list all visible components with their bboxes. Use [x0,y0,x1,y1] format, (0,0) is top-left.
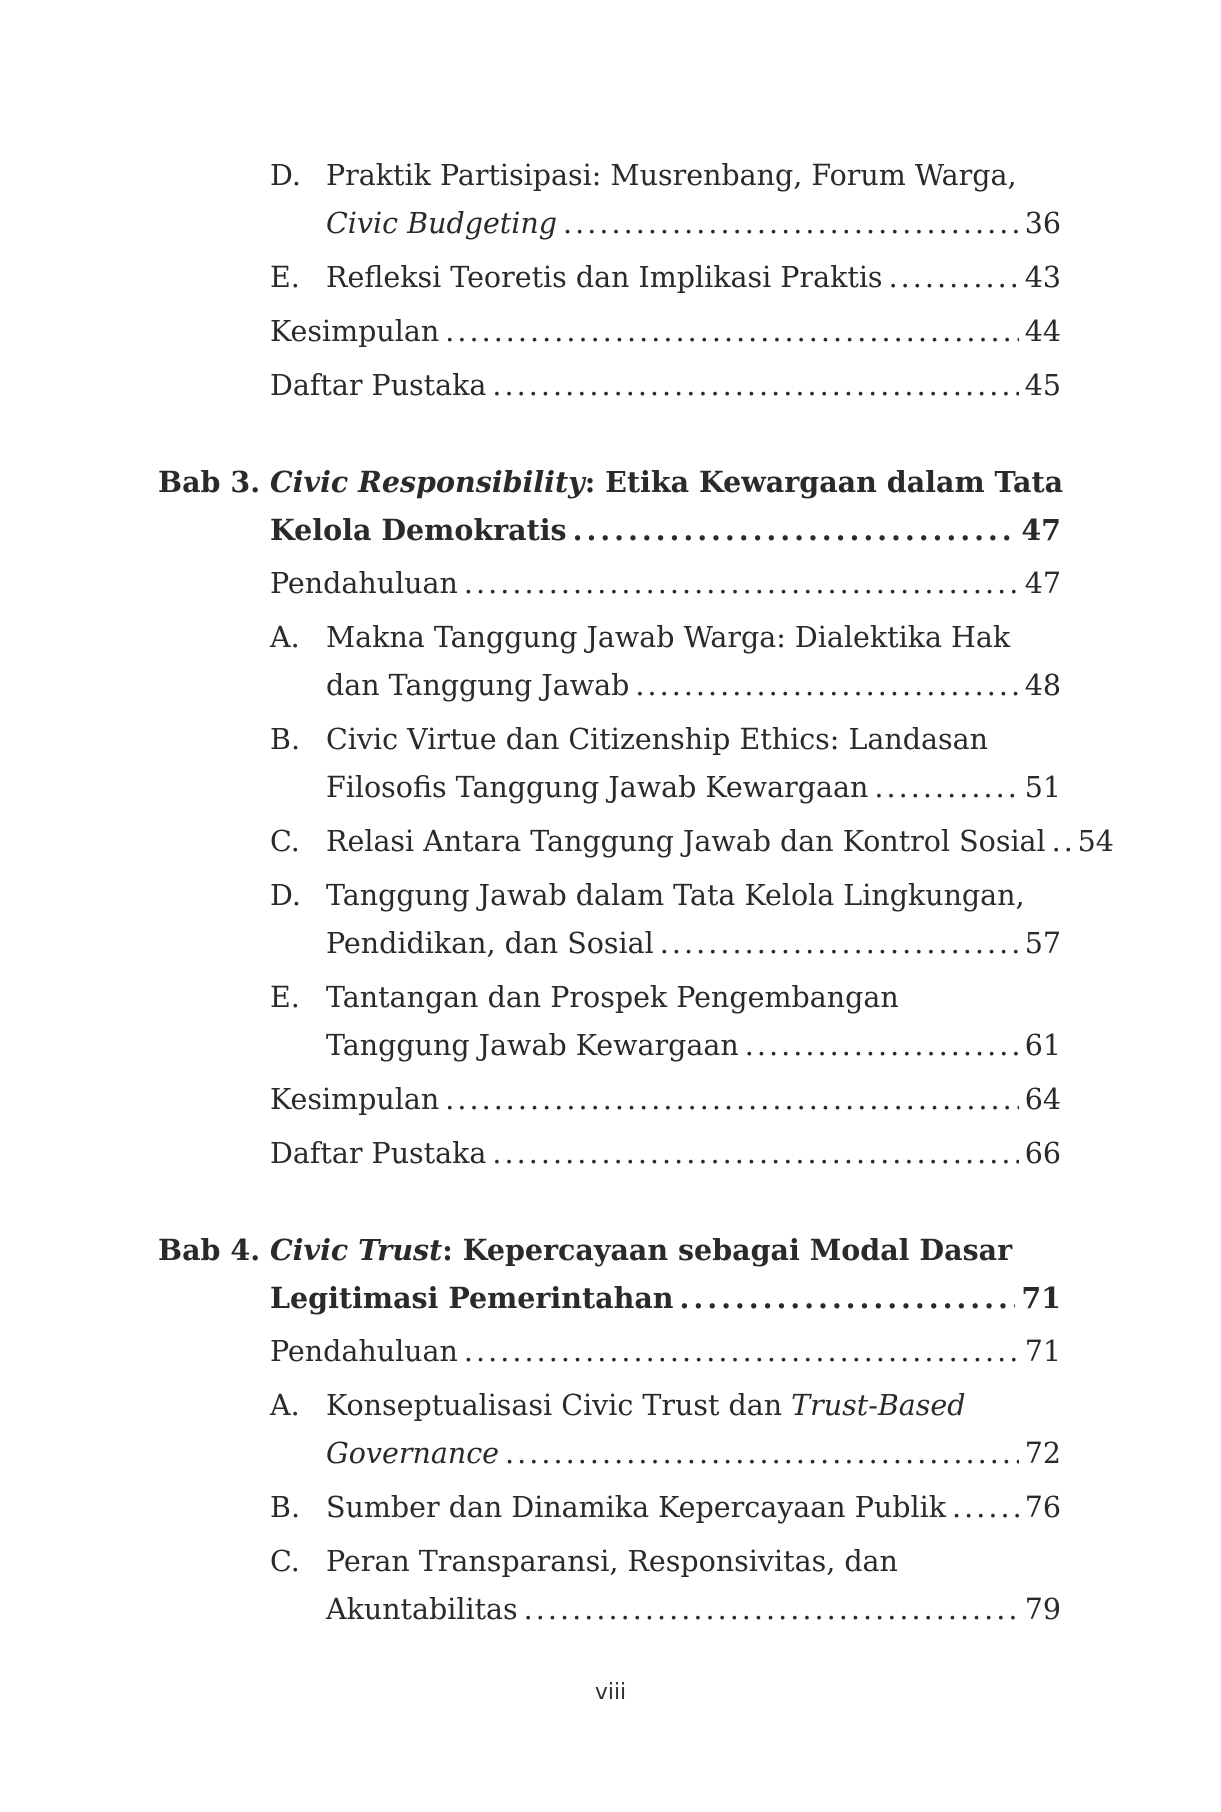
entry-text: Peran Transparansi, Responsivitas, dan [326,1545,898,1578]
dot-leader [680,1274,1016,1322]
dot-leader [874,764,1018,812]
toc-entry-title[interactable] [326,152,1017,200]
section-letter: B. [270,723,301,756]
toc-entry-daftar-pustaka[interactable] [270,362,1061,410]
dot-leader [563,200,1019,248]
page-number: 54 [1077,825,1114,858]
page-number: 45 [1024,369,1061,402]
page-number: 71 [1024,1335,1061,1368]
entry-text: Praktik Partisipasi: Musrenbang, Forum Warga, [326,159,1017,192]
dot-leader [952,1484,1019,1532]
toc-entry-continuation[interactable] [326,200,1061,248]
page-folio: viii [594,1680,627,1705]
page-number: 72 [1024,1437,1061,1470]
entry-text: Konseptualisasi Civic Trust dan [326,1389,792,1422]
chapter-title[interactable] [270,1226,1012,1274]
toc-entry-pendahuluan[interactable] [270,560,1061,608]
entry-text: Tantangan dan Prospek Pengembangan [326,981,899,1014]
toc-entry-continuation[interactable] [326,1022,1061,1070]
dot-leader [1052,818,1072,866]
toc-entry-continuation[interactable] [326,1430,1061,1478]
section-letter: E. [270,981,300,1014]
toc-entry-title[interactable] [326,716,988,764]
entry-text: Governance [326,1437,500,1470]
page-number: 47 [1021,513,1061,547]
toc-entry-title[interactable] [326,872,1025,920]
dot-leader [464,560,1019,608]
dot-leader [660,920,1019,968]
page-number: 44 [1024,315,1061,348]
dot-leader [635,662,1018,710]
toc-entry[interactable] [326,1484,1061,1532]
entry-text: Relasi Antara Tanggung Jawab dan Kontrol Sosial [326,825,1046,858]
page-number: 43 [1024,261,1061,294]
page-number: 71 [1021,1281,1061,1315]
page-number: 79 [1024,1593,1061,1626]
toc-entry-title[interactable] [326,614,1010,662]
toc-entry-continuation[interactable] [326,1586,1061,1634]
toc-entry-title[interactable] [326,1538,898,1586]
page-number: 47 [1024,567,1061,600]
section-letter: B. [270,1491,301,1524]
section-letter: D. [270,159,301,192]
chapter-number: Bab 4. [158,1233,261,1267]
entry-text: Pendidikan, dan Sosial [326,927,654,960]
chapter-title[interactable] [270,458,1063,506]
chapter-title-italic: Civic Responsibility [270,465,585,499]
section-letter: D. [270,879,301,912]
section-letter: C. [270,1545,300,1578]
entry-text: Makna Tanggung Jawab Warga: Dialektika Hak [326,621,1011,654]
entry-text: Civic Budgeting [326,207,557,240]
chapter-title-rest: : Kepercayaan sebagai Modal Dasar [442,1233,1013,1267]
chapter-title-continuation[interactable] [270,506,1061,554]
entry-text: Daftar Pustaka [270,369,487,402]
section-letter: E. [270,261,300,294]
chapter-title-continuation[interactable] [270,1274,1061,1322]
entry-text: Kelola Demokratis [270,513,567,547]
dot-leader [889,254,1019,302]
section-letter: C. [270,825,300,858]
toc-entry-pendahuluan[interactable] [270,1328,1061,1376]
entry-text-italic: Trust-Based [791,1389,966,1422]
page-number: 66 [1024,1137,1061,1170]
page-number: 61 [1024,1029,1061,1062]
entry-text: Refleksi Teoretis dan Implikasi Praktis [326,261,883,294]
dot-leader [492,1130,1018,1178]
page-number: 64 [1024,1083,1061,1116]
chapter-number: Bab 3. [158,465,261,499]
dot-leader [445,1076,1019,1124]
section-letter: A. [270,1389,300,1422]
section-letter: A. [270,621,300,654]
dot-leader [524,1586,1019,1634]
page-number: 76 [1024,1491,1061,1524]
entry-text: dan Tanggung Jawab [326,669,630,702]
toc-entry-continuation[interactable] [326,920,1061,968]
page-number: 48 [1024,669,1061,702]
toc-entry-continuation[interactable] [326,662,1061,710]
page-number: 57 [1024,927,1061,960]
toc-entry[interactable] [326,254,1061,302]
toc-entry-title[interactable] [326,1382,966,1430]
entry-text: Akuntabilitas [326,1593,518,1626]
entry-text: Kesimpulan [270,1083,440,1116]
entry-text: Sumber dan Dinamika Kepercayaan Publik [326,1491,946,1524]
entry-text: Tanggung Jawab dalam Tata Kelola Lingkungan, [326,879,1025,912]
dot-leader [745,1022,1019,1070]
entry-text: Pendahuluan [270,1335,458,1368]
entry-text: Legitimasi Pemerintahan [270,1281,674,1315]
toc-entry-daftar-pustaka[interactable] [270,1130,1061,1178]
entry-text: Civic Virtue dan Citizenship Ethics: Landasan [326,723,988,756]
chapter-title-rest: : Etika Kewargaan dalam Tata [584,465,1064,499]
entry-text: Kesimpulan [270,315,440,348]
page-number: 36 [1024,207,1061,240]
entry-text: Daftar Pustaka [270,1137,487,1170]
toc-entry-kesimpulan[interactable] [270,1076,1061,1124]
dot-leader [573,506,1016,554]
entry-text: Tanggung Jawab Kewargaan [326,1029,739,1062]
page-number: 51 [1024,771,1061,804]
entry-text: Filosofis Tanggung Jawab Kewargaan [326,771,869,804]
dot-leader [492,362,1018,410]
toc-entry[interactable] [326,818,1114,866]
dot-leader [464,1328,1019,1376]
toc-entry-kesimpulan[interactable] [270,308,1061,356]
entry-text: Pendahuluan [270,567,458,600]
toc-entry-title[interactable] [326,974,899,1022]
dot-leader [445,308,1019,356]
chapter-title-italic: Civic Trust [270,1233,443,1267]
toc-entry-continuation[interactable] [326,764,1061,812]
dot-leader [505,1430,1019,1478]
